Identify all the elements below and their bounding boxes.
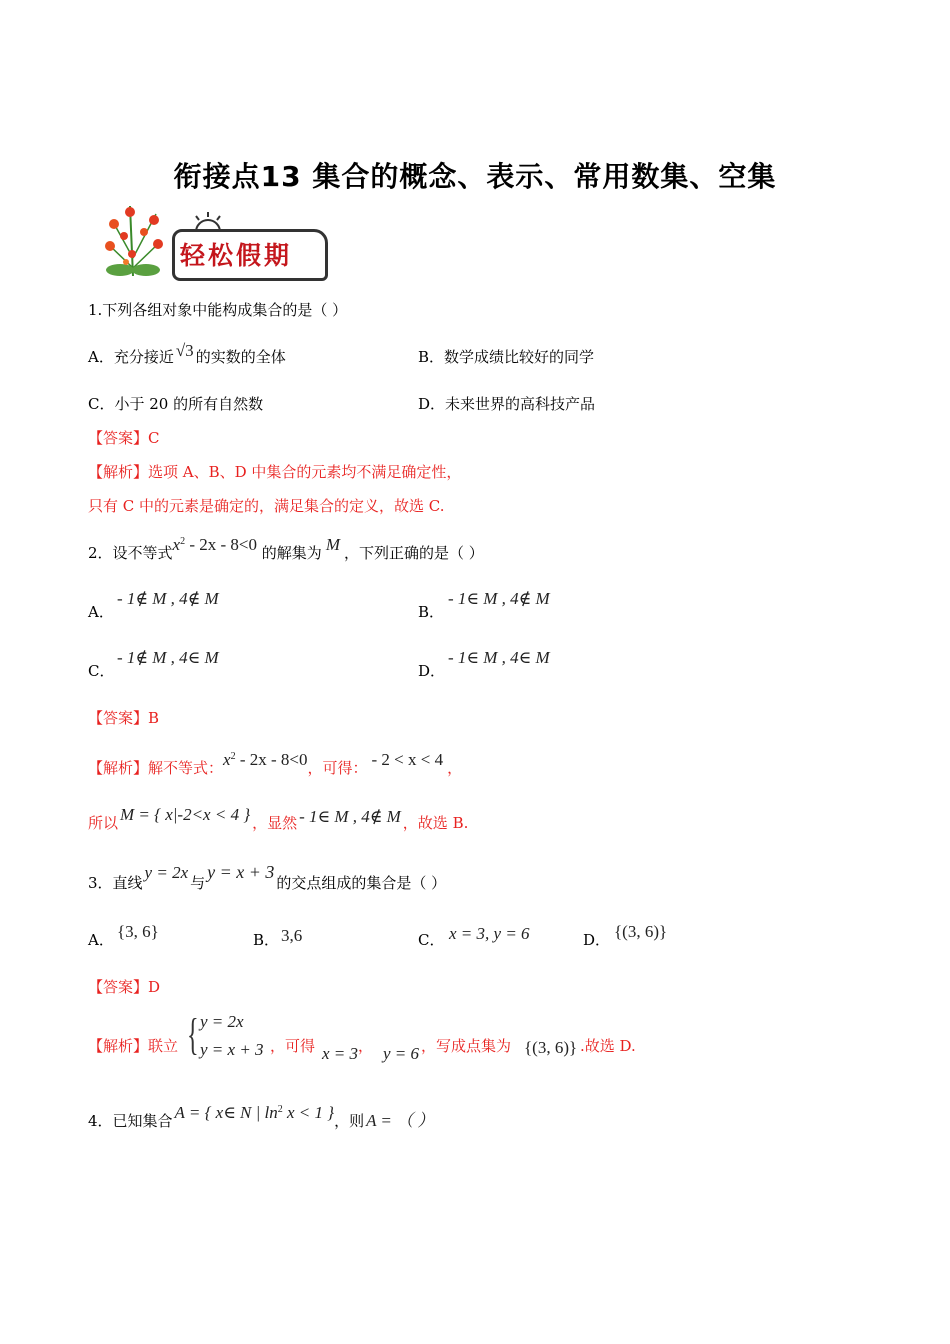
q2-option-b-label: B． — [418, 603, 445, 621]
q4-stem-set-exp: 2 — [277, 1104, 283, 1115]
q2-option-d-label: D． — [418, 662, 446, 680]
q3-option-b-label: B． — [253, 931, 280, 949]
q2-stem — [88, 535, 484, 563]
q3-stem-line2: y = x + 3 — [207, 862, 275, 882]
page-title: 衔接点13 集合的概念、表示、常用数集、空集 — [173, 160, 777, 193]
q2-stem-math-exp: 2 — [180, 536, 186, 547]
q3-stem-pre: 3．直线 — [88, 874, 143, 892]
q3-analysis-set: {(3, 6)} — [524, 1038, 578, 1057]
q2-option-b-math: - 1∈ M , 4∉ M — [448, 589, 550, 608]
q2-option-c-label: C． — [88, 662, 115, 680]
q3-analysis-post: .故选 D. — [580, 1037, 636, 1055]
q2-analysis-pre: 【解析】解不等式： — [88, 759, 224, 777]
q4-stem-set-a: A = { x∈ N | ln — [174, 1103, 278, 1122]
q3-answer: 【答案】D — [88, 978, 161, 996]
q3-analysis-mid2: ，写成点集为 — [421, 1037, 512, 1055]
q1-analysis-line1: 【解析】选项 A、B、D 中集合的元素均不满足确定性， — [88, 463, 462, 481]
q1-option-a — [88, 341, 286, 367]
q1-answer: 【答案】C — [88, 429, 160, 447]
q3-stem-line1: y = 2x — [144, 863, 189, 882]
q1-option-d: D．未来世界的高科技产品 — [418, 395, 596, 413]
q2-stem-mid: 的解集为 — [261, 544, 322, 562]
q3-system-eq2: y = x + 3 — [200, 1040, 264, 1059]
q2-analysis2-post: ，故选 B. — [402, 814, 469, 832]
q3-stem-mid: 与 — [190, 874, 206, 892]
q3-option-d-label: D． — [583, 931, 611, 949]
q1-option-a-post: 的实数的全体 — [195, 348, 286, 366]
q4-stem — [88, 1103, 435, 1131]
q2-stem-pre: 2．设不等式 — [88, 544, 173, 562]
q4-stem-mid: ，则 — [334, 1112, 365, 1130]
q3-system-eq1: y = 2x — [200, 1012, 244, 1031]
q2-analysis2-pre: 所以 — [88, 814, 119, 832]
q3-option-d-math: {(3, 6)} — [614, 922, 668, 941]
q2-analysis2-mid: ，显然 — [252, 814, 298, 832]
q2-analysis-range: - 2 < x < 4 — [371, 750, 444, 769]
q3-stem-post: 的交点组成的集合是（ ） — [276, 874, 447, 892]
q2-analysis-line1 — [88, 750, 463, 778]
q3-analysis-pre: 【解析】联立 — [88, 1037, 179, 1055]
q3-analysis-mid1: ，可得 — [270, 1037, 316, 1055]
q3-option-b-math: 3,6 — [281, 926, 303, 945]
q2-analysis-line2 — [88, 805, 469, 833]
q2-analysis-math-x: x — [223, 750, 231, 769]
q3-option-c-math: x = 3, y = 6 — [449, 924, 530, 943]
q2-answer: 【答案】B — [88, 709, 160, 727]
q1-analysis-line2: 只有 C 中的元素是确定的，满足集合的定义，故选 C. — [88, 497, 445, 515]
q4-stem-answer-blank: A = （ ） — [366, 1111, 435, 1130]
q2-analysis-math-exp: 2 — [230, 751, 236, 762]
q3-analysis-x: x = 3 — [322, 1044, 359, 1063]
q2-option-c-math: - 1∉ M , 4∈ M — [117, 648, 219, 667]
q4-stem-set-b: x < 1 } — [282, 1103, 335, 1122]
q3-analysis-sep: ， — [358, 1037, 374, 1055]
q1-option-a-math: √3 — [175, 341, 194, 360]
q2-option-a-label: A． — [88, 603, 114, 621]
q1-stem: 1.下列各组对象中能构成集合的是（ ） — [88, 301, 348, 319]
q2-option-a-math: - 1∉ M , 4∉ M — [117, 589, 219, 608]
q2-option-d-math: - 1∈ M , 4∈ M — [448, 648, 550, 667]
q1-option-b: B．数学成绩比较好的同学 — [418, 348, 595, 366]
flower-plant-icon — [100, 198, 170, 280]
q2-analysis-post: ， — [447, 759, 463, 777]
q3-analysis-y: y = 6 — [383, 1044, 420, 1063]
q3-option-a-label: A． — [88, 931, 114, 949]
q1-option-c: C．小于 20 的所有自然数 — [88, 395, 264, 413]
q3-option-a-math: {3, 6} — [117, 922, 159, 941]
badge-text: 轻松假期 — [180, 241, 293, 270]
q2-analysis2-math: - 1∈ M , 4∉ M — [299, 807, 401, 826]
q2-analysis-mid: ，可得： — [307, 759, 368, 777]
q2-analysis-math-rest: - 2x - 8<0 — [235, 750, 308, 769]
q3-stem — [88, 862, 447, 893]
q2-stem-M: M — [325, 535, 340, 554]
q2-stem-math-x: x — [172, 535, 181, 554]
q2-stem-post: ，下列正确的是（ ） — [343, 544, 484, 562]
q2-analysis2-set: M = { x|-2<x < 4 } — [120, 805, 251, 824]
q2-stem-math-rest: - 2x - 8<0 — [185, 535, 258, 554]
q3-option-c-label: C． — [418, 931, 445, 949]
q1-option-a-pre: A．充分接近 — [88, 348, 174, 366]
q4-stem-pre: 4．已知集合 — [88, 1112, 173, 1130]
q3-system-brace: { — [187, 1010, 199, 1059]
